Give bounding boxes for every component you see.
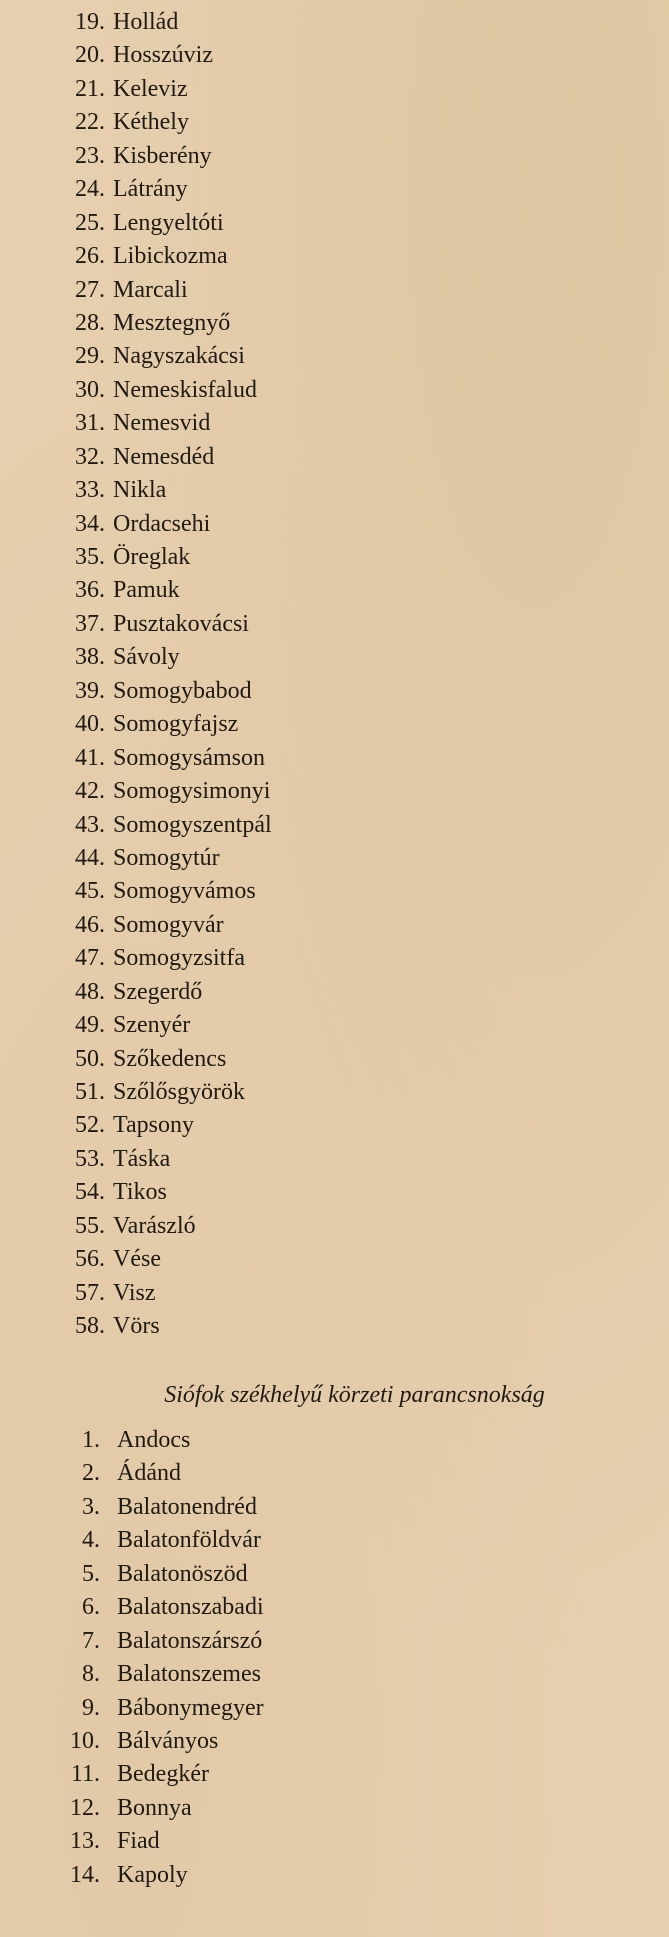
settlement-name: Ordacsehi (113, 510, 211, 537)
settlement-name: Szőkedencs (113, 1045, 227, 1072)
settlement-name: Vése (113, 1246, 161, 1273)
item-number: 45. (75, 878, 105, 905)
item-number: 20. (75, 42, 105, 69)
list-item (58, 1625, 264, 1658)
item-number: 54. (75, 1179, 105, 1206)
list-item (58, 1424, 264, 1457)
item-number: 13. (70, 1828, 100, 1855)
settlement-name: Balatonszemes (117, 1661, 261, 1688)
list-item (55, 1009, 272, 1042)
item-number: 41. (75, 744, 105, 771)
item-number: 57. (75, 1279, 105, 1306)
settlement-name: Somogysámson (113, 744, 266, 771)
item-number: 29. (75, 343, 105, 370)
item-number: 36. (75, 577, 105, 604)
item-number: 22. (75, 109, 105, 136)
item-number: 48. (75, 978, 105, 1005)
settlement-name: Balatonendréd (117, 1493, 257, 1520)
list-item (58, 1591, 264, 1624)
section-heading: Siófok székhelyű körzeti parancsnokság (164, 1382, 545, 1408)
item-number: 2. (82, 1460, 100, 1487)
list-item (55, 1043, 272, 1076)
list-item (55, 1243, 272, 1276)
item-number: 28. (75, 309, 105, 336)
item-number: 19. (75, 9, 105, 35)
item-number: 51. (75, 1079, 105, 1105)
list-item (55, 742, 272, 775)
list-item (55, 1210, 272, 1243)
settlement-name: Somogysimonyi (113, 778, 271, 805)
settlement-name: Látrány (113, 176, 188, 203)
settlement-name: Fiad (117, 1828, 160, 1855)
settlement-name: Szegerdő (113, 978, 203, 1005)
item-number: 43. (75, 811, 105, 838)
item-number: 49. (75, 1012, 105, 1039)
item-number: 5. (82, 1560, 100, 1587)
settlement-name: Hosszúviz (113, 42, 213, 69)
settlement-list-siofok (58, 1424, 264, 1892)
item-number: 53. (75, 1145, 105, 1172)
list-item (55, 675, 272, 708)
list-item (55, 240, 272, 273)
settlement-name: Bedegkér (117, 1761, 209, 1788)
item-number: 26. (75, 243, 105, 270)
item-number: 40. (75, 711, 105, 738)
item-number: 4. (82, 1527, 100, 1554)
item-number: 6. (82, 1594, 100, 1621)
item-number: 31. (75, 410, 105, 437)
settlement-name: Somogyzsitfa (113, 945, 245, 972)
settlement-name: Visz (113, 1279, 156, 1306)
settlement-name: Kapoly (117, 1861, 188, 1888)
list-item (58, 1792, 264, 1825)
settlement-name: Andocs (117, 1427, 191, 1453)
list-item (55, 775, 272, 808)
item-number: 52. (75, 1112, 105, 1139)
list-item (55, 374, 272, 407)
list-item (55, 608, 272, 641)
settlement-name: Balatonföldvár (117, 1527, 261, 1554)
list-item (55, 140, 272, 173)
list-item (58, 1725, 264, 1758)
list-item (55, 441, 272, 474)
settlement-name: Pusztakovácsi (113, 610, 249, 637)
list-item (55, 875, 272, 908)
settlement-name: Nemesdéd (113, 443, 215, 470)
list-item (55, 407, 272, 440)
settlement-name: Bálványos (117, 1727, 219, 1754)
list-item (55, 1076, 272, 1109)
list-item (58, 1758, 264, 1791)
list-item (55, 1143, 272, 1176)
list-item (55, 73, 272, 106)
list-item (55, 508, 272, 541)
item-number: 39. (75, 677, 105, 704)
settlement-name: Vörs (113, 1313, 160, 1340)
item-number: 47. (75, 945, 105, 972)
list-item (55, 1176, 272, 1209)
list-item (55, 1277, 272, 1310)
settlement-name: Tapsony (113, 1112, 194, 1139)
settlement-name: Sávoly (113, 644, 180, 671)
list-item (55, 274, 272, 307)
settlement-name: Lengyeltóti (113, 209, 224, 236)
item-number: 8. (82, 1661, 100, 1688)
settlement-name: Tikos (113, 1179, 167, 1206)
list-item (55, 173, 272, 206)
settlement-name: Öreglak (113, 544, 191, 570)
item-number: 37. (75, 610, 105, 637)
settlement-name: Táska (113, 1145, 171, 1172)
list-item (58, 1658, 264, 1691)
list-item (55, 909, 272, 942)
settlement-name: Balatonöszöd (117, 1560, 248, 1587)
item-number: 35. (75, 544, 105, 570)
list-item (55, 1310, 272, 1343)
list-item (55, 207, 272, 240)
item-number: 27. (75, 276, 105, 303)
item-number: 50. (75, 1045, 105, 1072)
list-item (55, 842, 272, 875)
settlement-name: Varászló (113, 1212, 196, 1239)
list-item (55, 574, 272, 607)
item-number: 30. (75, 376, 105, 403)
settlement-name: Hollád (113, 9, 179, 35)
item-number: 23. (75, 142, 105, 169)
list-item (55, 809, 272, 842)
settlement-name: Somogyvár (113, 911, 224, 938)
item-number: 38. (75, 644, 105, 671)
settlement-name: Szenyér (113, 1012, 191, 1039)
list-item (58, 1457, 264, 1490)
settlement-name: Pamuk (113, 577, 180, 604)
item-number: 12. (70, 1794, 100, 1821)
item-number: 32. (75, 443, 105, 470)
list-item (58, 1558, 264, 1591)
list-item (58, 1692, 264, 1725)
settlement-name: Somogyvámos (113, 878, 256, 905)
item-number: 33. (75, 477, 105, 504)
item-number: 10. (70, 1727, 100, 1754)
item-number: 3. (82, 1493, 100, 1520)
list-item (55, 942, 272, 975)
list-item (55, 1109, 272, 1142)
item-number: 24. (75, 176, 105, 203)
list-item (55, 641, 272, 674)
list-item (55, 6, 272, 39)
item-number: 55. (75, 1212, 105, 1239)
list-item (58, 1491, 264, 1524)
settlement-name: Libickozma (113, 243, 228, 270)
list-item (58, 1524, 264, 1557)
settlement-name: Kéthely (113, 109, 189, 136)
list-item (55, 39, 272, 72)
settlement-name: Mesztegnyő (113, 309, 231, 336)
settlement-name: Somogytúr (113, 844, 220, 871)
list-item (55, 340, 272, 373)
settlement-name: Ádánd (117, 1460, 181, 1487)
item-number: 14. (70, 1861, 100, 1888)
list-item (55, 708, 272, 741)
item-number: 58. (75, 1313, 105, 1340)
list-item (55, 976, 272, 1009)
settlement-name: Keleviz (113, 75, 188, 102)
item-number: 46. (75, 911, 105, 938)
settlement-name: Nikla (113, 477, 167, 504)
list-item (58, 1825, 264, 1858)
item-number: 34. (75, 510, 105, 537)
item-number: 7. (82, 1627, 100, 1654)
item-number: 44. (75, 844, 105, 871)
settlement-name: Somogyfajsz (113, 711, 239, 738)
settlement-list-continued (55, 6, 272, 1344)
settlement-name: Bonnya (117, 1794, 192, 1821)
settlement-name: Nemesvid (113, 410, 211, 437)
list-item (55, 541, 272, 574)
item-number: 25. (75, 209, 105, 236)
settlement-name: Kisberény (113, 142, 212, 169)
item-number: 9. (82, 1694, 100, 1721)
list-item (58, 1859, 264, 1892)
item-number: 42. (75, 778, 105, 805)
settlement-name: Nemeskisfalud (113, 376, 257, 403)
settlement-name: Balatonszárszó (117, 1627, 263, 1654)
settlement-name: Marcali (113, 276, 188, 303)
list-item (55, 307, 272, 340)
item-number: 1. (82, 1427, 100, 1453)
settlement-name: Somogybabod (113, 677, 252, 704)
item-number: 21. (75, 75, 105, 102)
item-number: 56. (75, 1246, 105, 1273)
list-item (55, 106, 272, 139)
item-number: 11. (70, 1761, 100, 1788)
settlement-name: Somogyszentpál (113, 811, 272, 838)
settlement-name: Szőlősgyörök (113, 1079, 245, 1105)
settlement-name: Nagyszakácsi (113, 343, 245, 370)
settlement-name: Balatonszabadi (117, 1594, 264, 1621)
list-item (55, 474, 272, 507)
settlement-name: Bábonymegyer (117, 1694, 264, 1721)
